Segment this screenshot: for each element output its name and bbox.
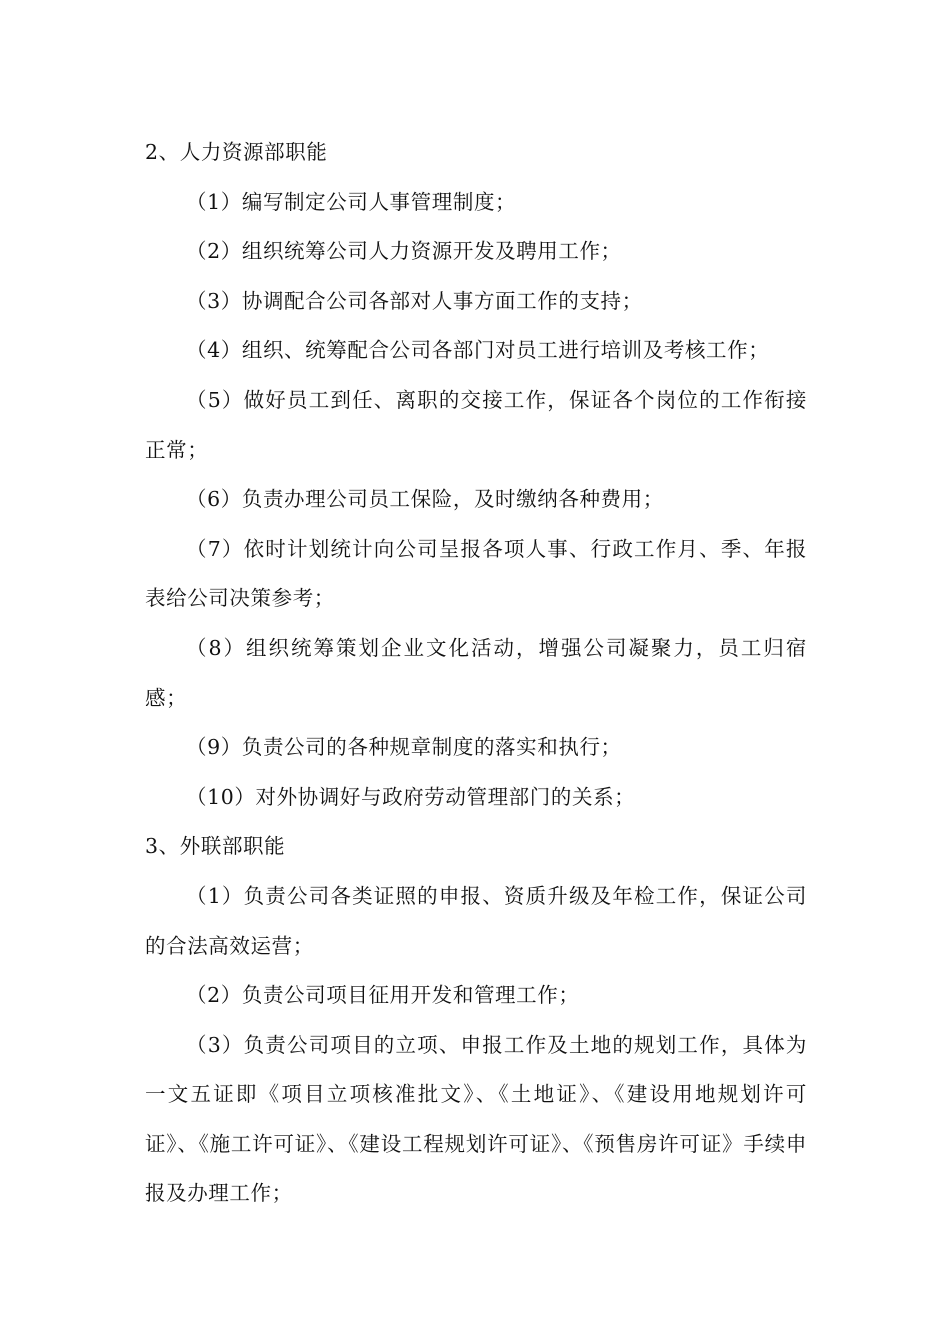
hr-item-3: （3）协调配合公司各部对人事方面工作的支持； <box>186 288 643 313</box>
external-item-1: （1）负责公司各类证照的申报、资质升级及年检工作，保证公司的合法高效运营； <box>145 883 807 958</box>
hr-item-7: （7）依时计划统计向公司呈报各项人事、行政工作月、季、年报表给公司决策参考； <box>145 536 807 611</box>
hr-item-10: （10）对外协调好与政府劳动管理部门的关系； <box>186 784 636 809</box>
external-item-3: （3）负责公司项目的立项、申报工作及土地的规划工作，具体为一文五证即《项目立项核准批文》、《土地证》、《建设用地规划许可证》、《施工许可证》、《建设工程规划许可证》、《预售房许可证》手续申报及办理工作； <box>145 1032 807 1206</box>
hr-item-9: （9）负责公司的各种规章制度的落实和执行； <box>186 735 622 760</box>
section-heading-external-relations: 3、外联部职能 <box>145 834 286 859</box>
hr-item-6: （6）负责办理公司员工保险，及时缴纳各种费用； <box>186 487 664 512</box>
hr-item-5: （5）做好员工到任、离职的交接工作，保证各个岗位的工作衔接正常； <box>145 387 807 462</box>
document-page <box>145 128 807 1219</box>
hr-item-2: （2）组织统筹公司人力资源开发及聘用工作； <box>186 239 622 264</box>
hr-item-8: （8）组织统筹策划企业文化活动，增强公司凝聚力，员工归宿感； <box>145 635 807 710</box>
hr-item-4: （4）组织、统筹配合公司各部门对员工进行培训及考核工作； <box>186 338 770 363</box>
hr-item-1: （1）编写制定公司人事管理制度； <box>186 189 517 214</box>
external-item-2: （2）负责公司项目征用开发和管理工作； <box>186 983 580 1008</box>
section-heading-hr: 2、人力资源部职能 <box>145 140 328 164</box>
